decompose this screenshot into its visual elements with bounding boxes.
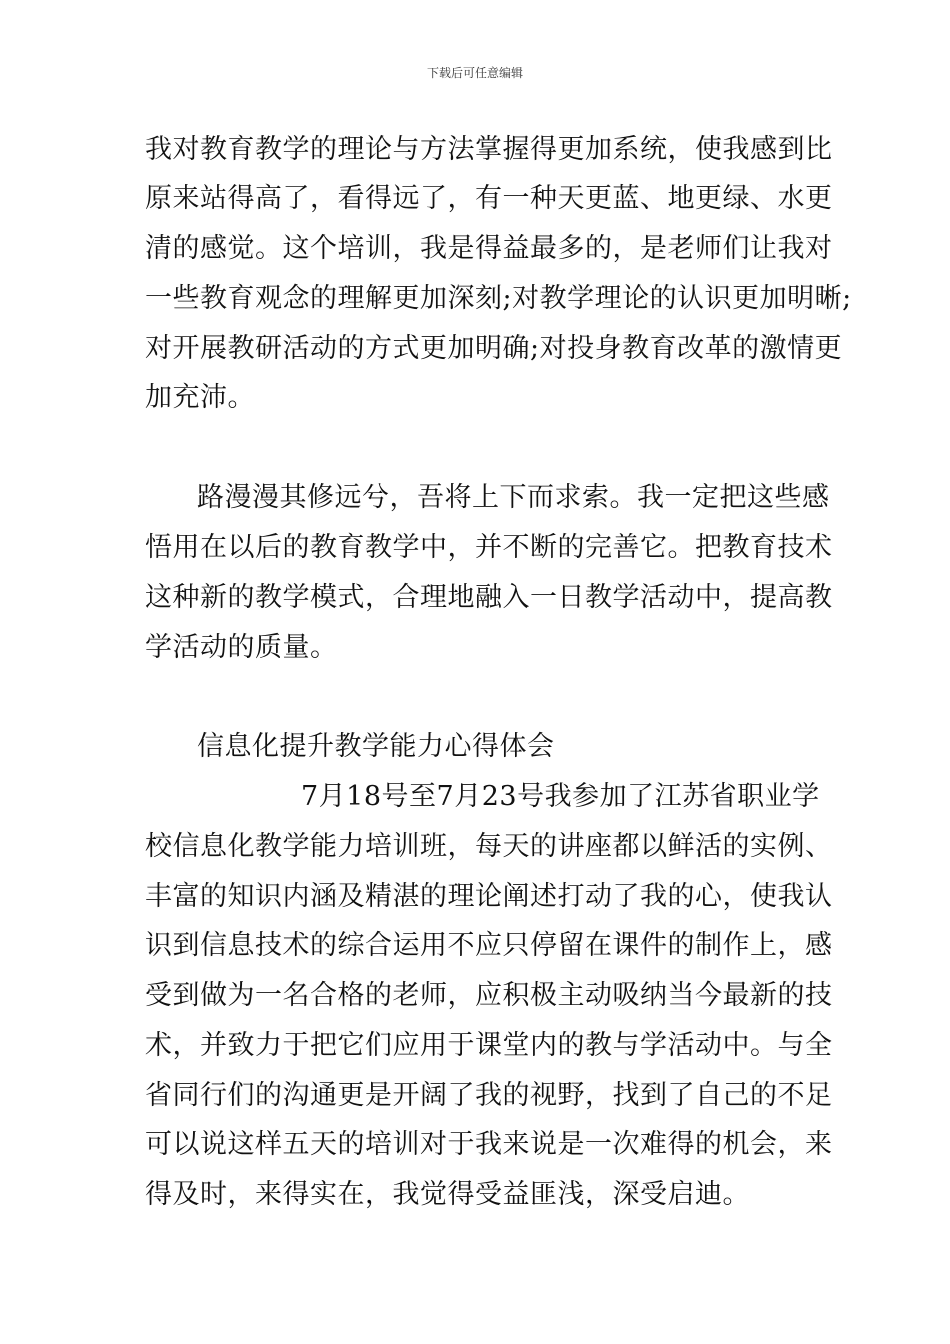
paragraph-2-line-4: 学活动的质量。 [145, 632, 338, 663]
paragraph-1-line-4: 一些教育观念的理解更加深刻;对教学理论的认识更加明晰; [145, 283, 852, 314]
paragraph-1-line-5: 对开展教研活动的方式更加明确;对投身教育改革的激情更 [145, 333, 843, 364]
paragraph-3-line-6: 术，并致力于把它们应用于课堂内的教与学活动中。与全 [145, 1030, 833, 1061]
paragraph-1-line-2: 原来站得高了，看得远了，有一种天更蓝、地更绿、水更 [145, 183, 833, 214]
paragraph-3-line-3: 丰富的知识内涵及精湛的理论阐述打动了我的心，使我认 [145, 881, 833, 912]
paragraph-3-line-5: 受到做为一名合格的老师，应积极主动吸纳当今最新的技 [145, 980, 833, 1011]
paragraph-3-line-1: 7月18号至7月23号我参加了江苏省职业学 [301, 781, 820, 812]
paragraph-2-line-1: 路漫漫其修远兮，吾将上下而求索。我一定把这些感 [197, 482, 830, 513]
page-header: 下载后可任意编辑 [426, 66, 523, 80]
paragraph-1-line-6: 加充沛。 [145, 382, 255, 413]
paragraph-1-line-3: 清的感觉。这个培训，我是得益最多的，是老师们让我对 [145, 233, 833, 264]
paragraph-3-line-8: 可以说这样五天的培训对于我来说是一次难得的机会，来 [145, 1129, 833, 1160]
paragraph-3-line-9: 得及时，来得实在，我觉得受益匪浅，深受启迪。 [145, 1179, 750, 1210]
paragraph-2-line-3: 这种新的教学模式，合理地融入一日教学活动中，提高教 [145, 582, 833, 613]
paragraph-2-line-2: 悟用在以后的教育教学中，并不断的完善它。把教育技术 [145, 532, 833, 563]
paragraph-3-line-7: 省同行们的沟通更是开阔了我的视野，找到了自己的不足 [145, 1080, 833, 1111]
section-title: 信息化提升教学能力心得体会 [197, 731, 555, 762]
paragraph-1-line-1: 我对教育教学的理论与方法掌握得更加系统，使我感到比 [145, 134, 833, 165]
paragraph-3-line-2: 校信息化教学能力培训班，每天的讲座都以鲜活的实例、 [145, 831, 833, 862]
paragraph-3-line-4: 识到信息技术的综合运用不应只停留在课件的制作上，感 [145, 930, 833, 961]
